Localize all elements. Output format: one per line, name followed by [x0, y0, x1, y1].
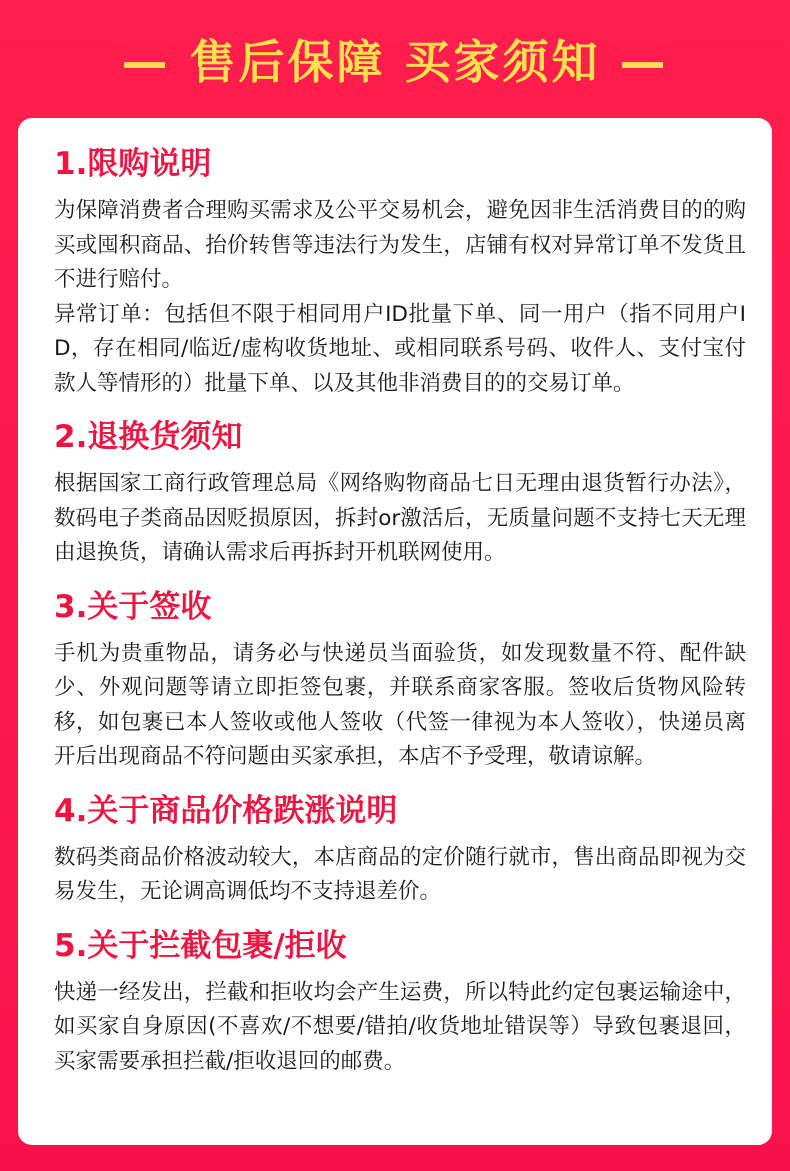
section-signing [54, 585, 746, 775]
section-title: 5.关于拦截包裹/拒收 [54, 927, 347, 964]
notice-card [18, 118, 772, 1145]
section-paragraph: 快递一经发出，拦截和拒收均会产生运费，所以特此约定包裹运输途中，如买家自身原因(不喜欢/不想要/错拍/收货地址错误等）导致包裹退回，买家需要承担拦截/拒收退回的邮费。 [54, 979, 746, 1074]
section-paragraph: 为保障消费者合理购买需求及公平交易机会，避免因非生活消费目的的购买或囤积商品、抬价转售等违法行为发生，店铺有权对异常订单不发货且不进行赔付。 [54, 198, 746, 292]
section-paragraph: 数码类商品价格波动较大，本店商品的定价随行就市，售出商品即视为交易发生，无论调高调低均不支持退差价。 [54, 844, 746, 904]
header-banner [0, 0, 790, 118]
section-paragraph: 异常订单：包括但不限于相同用户ID批量下单、同一用户（指不同用户ID，存在相同/临近/虚构收货地址、或相同联系号码、收件人、支付宝付款人等情形的）批量下单、以及其他非消费目的的交易订单。 [54, 301, 746, 396]
page-title: — 售后保障 买家须知 — [121, 35, 669, 89]
section-title: 3.关于签收 [54, 588, 212, 625]
section-return-exchange [54, 415, 746, 571]
section-title: 1.限购说明 [54, 146, 212, 182]
section-title: 4.关于商品价格跌涨说明 [54, 792, 398, 829]
section-price-fluctuation [54, 789, 746, 910]
section-paragraph: 手机为贵重物品，请务必与快递员当面验货，如发现数量不符、配件缺少、外观问题等请立即拒签包裹，并联系商家客服。签收后货物风险转移，如包裹已本人签收或他人签收（代签一律视为本人签收），快递员离开后出现商品不符问题由买家承担，本店不予受理，敬请谅解。 [54, 640, 746, 769]
section-title: 2.退换货须知 [54, 419, 243, 455]
section-intercept-reject [54, 924, 746, 1080]
section-paragraph: 根据国家工商行政管理总局《网络购物商品七日无理由退货暂行办法》，数码电子类商品因贬损原因，拆封or激活后，无质量问题不支持七天无理由退换货，请确认需求后再拆封开机联网使用。 [54, 471, 746, 565]
section-purchase-limit [54, 142, 746, 401]
